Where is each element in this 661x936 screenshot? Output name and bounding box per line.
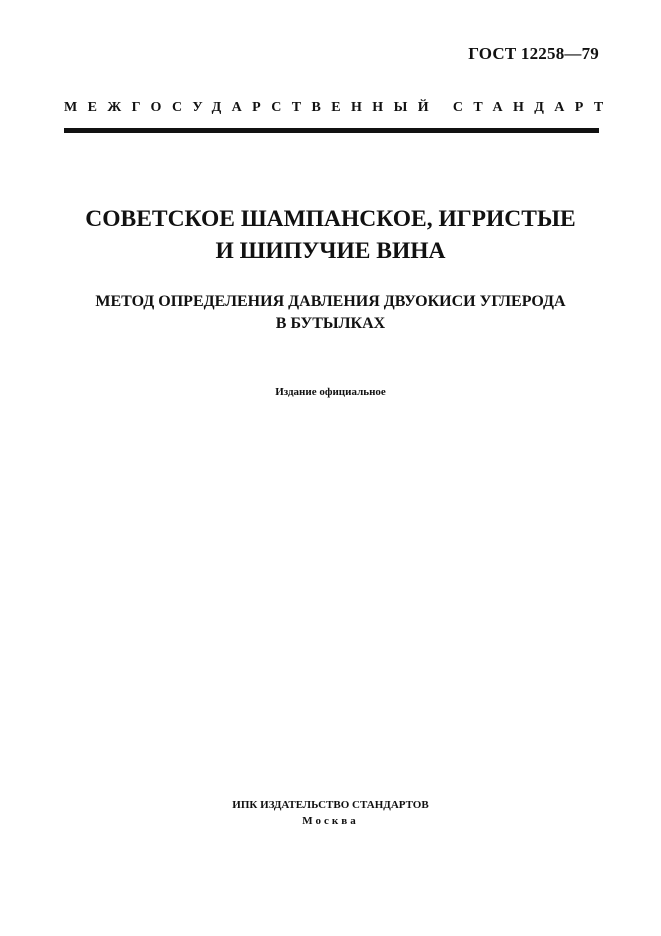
subtitle bbox=[40, 291, 621, 335]
footer bbox=[0, 797, 661, 829]
gost-number: ГОСТ 12258—79 bbox=[468, 44, 599, 63]
subtitle-line-1: МЕТОД ОПРЕДЕЛЕНИЯ ДАВЛЕНИЯ ДВУОКИСИ УГЛЕРОДА bbox=[95, 293, 566, 310]
main-title-line-1: СОВЕТСКОЕ ШАМПАНСКОЕ, ИГРИСТЫЕ bbox=[85, 206, 576, 232]
main-title-line-2: И ШИПУЧИЕ ВИНА bbox=[215, 238, 446, 264]
main-title bbox=[40, 203, 621, 267]
header-rule bbox=[64, 128, 599, 133]
subtitle-line-2: В БУТЫЛКАХ bbox=[275, 315, 386, 332]
publisher: ИПК ИЗДАТЕЛЬСТВО СТАНДАРТОВ bbox=[232, 799, 429, 811]
city: Москва bbox=[302, 815, 359, 827]
title-block bbox=[40, 203, 621, 335]
standard-type: МЕЖГОСУДАРСТВЕННЫЙ СТАНДАРТ bbox=[64, 100, 614, 115]
edition-note: Издание официальное bbox=[275, 386, 386, 398]
